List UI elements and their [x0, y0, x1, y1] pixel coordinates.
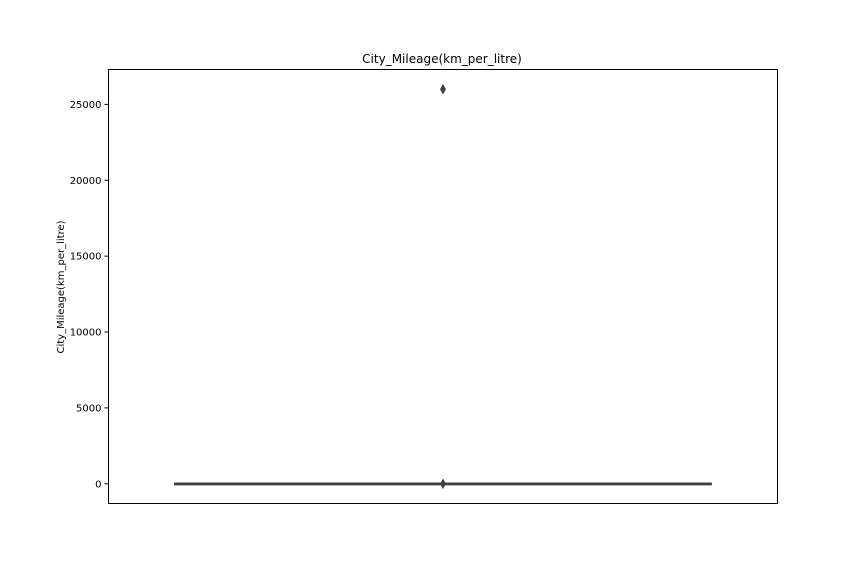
- y-tick-label: 20000: [69, 175, 102, 187]
- outlier-point: [441, 85, 446, 94]
- plot-area-frame: [109, 70, 778, 504]
- y-tick-label: 25000: [69, 99, 102, 111]
- y-tick-label: 15000: [69, 251, 102, 263]
- outlier-point: [441, 479, 446, 488]
- y-tick-label: 10000: [69, 327, 102, 339]
- y-axis: [70, 100, 109, 490]
- chart-title: City_Mileage(km_per_litre): [362, 52, 522, 66]
- plot-marks: [175, 85, 711, 489]
- y-axis-label: City_Mileage(km_per_litre): [56, 220, 67, 354]
- y-tick-label: 5000: [76, 403, 102, 415]
- y-tick-label: 0: [95, 479, 102, 491]
